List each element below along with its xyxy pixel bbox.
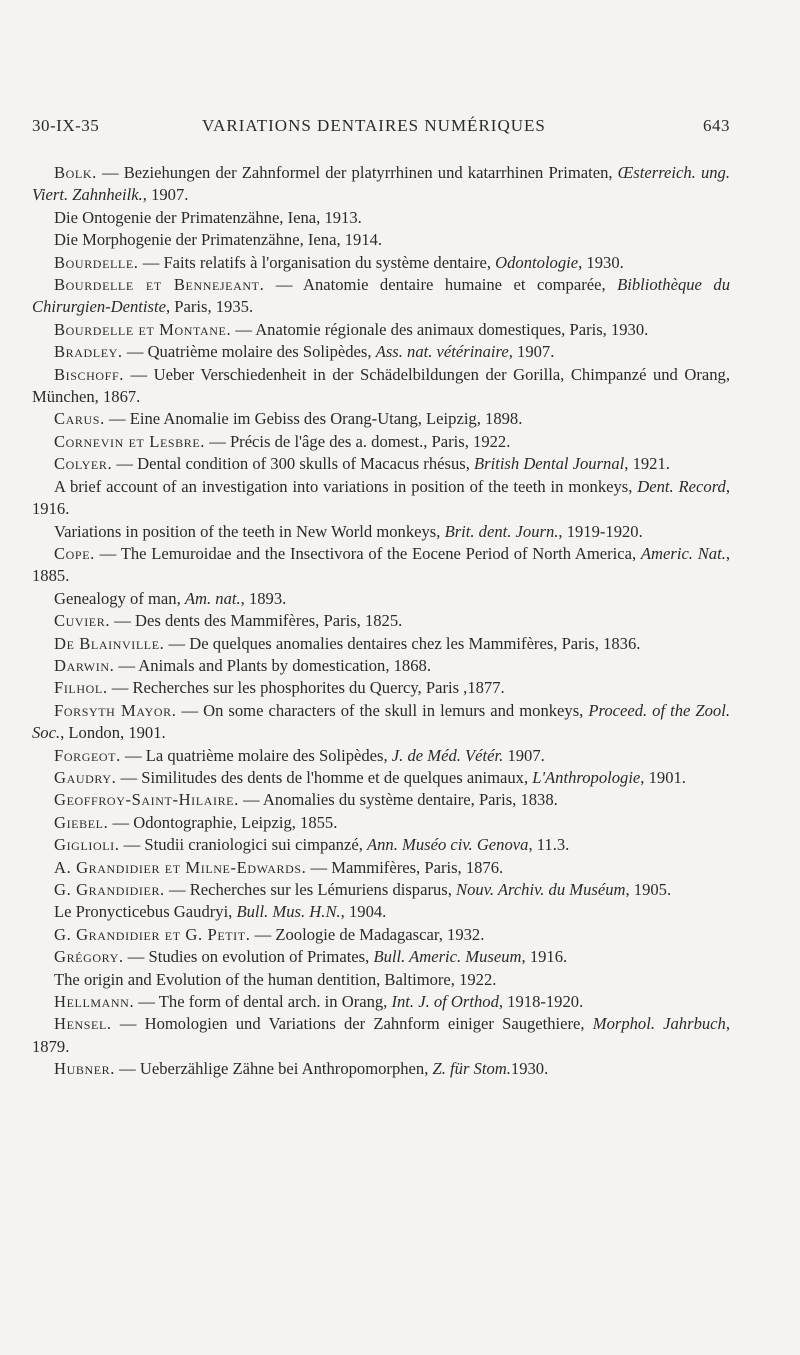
reference-author: De Blainville. [54,633,165,653]
reference-text: , 1919-1920. [558,521,643,541]
reference-text: , Paris, 1935. [165,297,254,317]
reference-entry [32,946,730,968]
reference-text: , 1893. [240,588,287,608]
reference-text: — Animals and Plants by domestication, 1868. [114,655,431,675]
reference-entry [32,901,730,923]
reference-author: Gaudry. [54,767,117,787]
page-number: 643 [703,116,730,135]
reference-journal: British Dental Journal [474,454,625,474]
reference-entry [32,924,730,946]
reference-entry [32,857,730,879]
reference-text: , 1885. [32,543,730,586]
reference-entry [32,588,730,610]
reference-entry [32,1013,730,1058]
reference-text: 1907. [503,745,545,765]
reference-text: — Des dents des Mammifères, Paris, 1825. [110,611,403,631]
reference-author: Geoffroy-Saint-Hilaire. [54,790,239,810]
reference-journal: Americ. Nat. [640,543,726,563]
reference-text: 1930. [510,1059,549,1079]
header-date: 30-IX-35 [32,116,100,135]
reference-author: Forsyth Mayor. [54,700,177,720]
reference-entry [32,677,730,699]
reference-journal: Dent. Record [637,476,726,496]
reference-journal: Odontologie [495,252,579,272]
reference-journal: Am. nat. [184,588,241,608]
reference-text: — Anatomie régionale des animaux domestiques, Paris, 1930. [231,319,649,339]
reference-text: — Anomalies du système dentaire, Paris, 1838. [238,790,558,810]
reference-entry [32,431,730,453]
reference-text: — Ueberzählige Zähne bei Anthropomorphen, [115,1059,433,1079]
reference-author: Bourdelle et Bennejeant. [54,275,265,295]
reference-text: — Similitudes des dents de l'homme et de quelques animaux, [116,767,533,787]
reference-text: Die Morphogenie der Primatenzähne, Iena, 1914. [54,230,383,250]
reference-text: — La quatrième molaire des Solipèdes, [120,745,392,765]
reference-entry [32,745,730,767]
reference-author: Cope. [54,543,95,563]
reference-entry [32,789,730,811]
reference-text: — The Lemuroidae and the Insectivora of the Eocene Period of North America, [94,543,641,563]
reference-text: , 1907. [508,342,555,362]
reference-text: — Quatrième molaire des Solipèdes, [122,342,376,362]
reference-author: Darwin. [54,655,115,675]
reference-text: A brief account of an investigation into variations in position of the teeth in monkeys, [54,476,638,496]
reference-text: — Faits relatifs à l'organisation du système dentaire, [138,252,496,272]
reference-author: Hellmann. [54,992,135,1012]
reference-text: , London, 1901. [60,723,166,743]
reference-author: Cornevin et Lesbre. [54,431,206,451]
reference-text: — The form of dental arch. in Orang, [134,992,392,1012]
reference-entry [32,252,730,274]
reference-text: , 1905. [625,880,672,899]
reference-journal: Ass. nat. vétérinaire [375,342,509,362]
reference-text: — Mammifères, Paris, 1876. [306,857,504,877]
header-title: VARIATIONS DENTAIRES NUMÉRIQUES [202,116,546,135]
reference-author: Giebel. [54,812,109,832]
reference-entry [32,991,730,1013]
reference-text: , 1901. [640,767,686,787]
reference-journal: Bibliothèque du Chirurgien-Dentiste [32,275,730,317]
reference-text: Genealogy of man, [54,588,185,608]
reference-author: Bourdelle et Montane. [54,319,232,339]
reference-text: , 1916. [32,476,731,519]
reference-author: A. Grandidier et Milne-Edwards. [54,857,307,877]
reference-entry [32,879,730,901]
reference-entry [32,341,730,363]
reference-author: Bischoff. [54,364,124,384]
reference-journal: Proceed. of the Zool. Soc. [32,700,730,743]
reference-text: — Studies on evolution of Primates, [123,947,374,967]
reference-author: Bradley. [54,342,123,362]
reference-text: , 1907. [142,185,189,205]
reference-author: G. Grandidier. [54,880,165,899]
reference-journal: Int. J. of Orthod [391,992,499,1012]
reference-text: — De quelques anomalies dentaires chez les Mammifères, Paris, 1836. [164,633,641,653]
reference-entry [32,610,730,632]
reference-journal: J. de Méd. Vétér. [391,745,504,765]
reference-text: — On some characters of the skull in lemurs and monkeys, [176,700,589,720]
reference-text: — Dental condition of 300 skulls of Macacus rhésus, [112,454,474,474]
reference-author: Colyer. [54,454,113,474]
reference-text: — Studii craniologici sui cimpanzé, [119,835,367,855]
reference-text: , 1918-1920. [498,992,584,1012]
reference-entry [32,162,730,207]
reference-text: , 1930. [578,252,624,272]
reference-author: Bolk. [54,163,97,182]
reference-journal: Z. für Stom. [432,1059,511,1079]
running-head [32,116,730,140]
reference-journal: Bull. Americ. Museum [373,947,522,967]
reference-journal: Œsterreich. ung. Viert. Zahnheilk. [32,163,730,205]
reference-author: Hubner. [54,1059,116,1079]
reference-entry [32,655,730,677]
reference-text: — Recherches sur les Lémuriens disparus, [164,880,457,899]
reference-text: Le Pronycticebus Gaudryi, [54,902,237,922]
reference-text: — Homologien und Variations der Zahnform einiger Saugethiere, [111,1014,593,1034]
reference-journal: Ann. Muséo civ. Genova [367,835,529,855]
reference-entry [32,543,730,588]
reference-text: , 1904. [340,902,387,922]
reference-text: — Précis de l'âge des a. domest., Paris, 1922. [205,431,511,451]
reference-text: , 1879. [32,1014,730,1056]
reference-author: Forgeot. [54,745,121,765]
reference-entry [32,1058,730,1080]
reference-author: Giglioli. [54,835,120,855]
reference-entry [32,700,730,745]
reference-text: Variations in position of the teeth in New World monkeys, [54,521,445,541]
reference-entry [32,229,730,251]
reference-journal: Brit. dent. Journ. [444,521,559,541]
reference-author: Carus. [54,409,105,429]
bibliography-list [32,162,730,1081]
reference-text: The origin and Evolution of the human dentition, Baltimore, 1922. [54,969,497,989]
reference-entry [32,364,730,409]
reference-text: — Recherches sur les phosphorites du Quercy, Paris ,1877. [107,678,505,698]
reference-entry [32,767,730,789]
reference-text: Die Ontogenie der Primatenzähne, Iena, 1913. [54,207,362,227]
reference-entry [32,969,730,991]
reference-author: Cuvier. [54,611,111,631]
reference-entry [32,319,730,341]
reference-author: Filhol. [54,678,108,698]
reference-entry [32,408,730,430]
reference-text: , 1921. [624,454,670,474]
reference-entry [32,521,730,543]
reference-text: — Odontographie, Leipzig, 1855. [108,812,338,832]
reference-journal: L'Anthropologie [532,767,641,787]
reference-author: Hensel. [54,1014,112,1034]
reference-text: — Ueber Verschiedenheit in der Schädelbildungen der Gorilla, Chimpanzé und Orang, München, 1867. [32,364,730,407]
reference-entry [32,453,730,475]
reference-entry [32,207,730,229]
reference-journal: Morphol. Jahrbuch [592,1014,726,1034]
reference-journal: Nouv. Archiv. du Muséum [456,880,626,899]
reference-text: , 11.3. [528,835,570,855]
reference-entry [32,812,730,834]
reference-author: G. Grandidier et G. Petit. [54,924,251,944]
reference-journal: Bull. Mus. H.N. [236,902,341,922]
reference-author: Bourdelle. [54,252,139,272]
reference-entry [32,274,730,319]
reference-text: — Beziehungen der Zahnformel der platyrrhinen und katarrhinen Primaten, [96,163,618,182]
reference-text: — Eine Anomalie im Gebiss des Orang-Utang, Leipzig, 1898. [104,409,523,429]
reference-entry [32,476,730,521]
reference-text: , 1916. [521,947,568,967]
reference-entry [32,834,730,856]
reference-text: — Zoologie de Madagascar, 1932. [250,924,485,944]
reference-author: Grégory. [54,947,124,967]
reference-entry [32,633,730,655]
reference-text: — Anatomie dentaire humaine et comparée, [264,275,618,295]
